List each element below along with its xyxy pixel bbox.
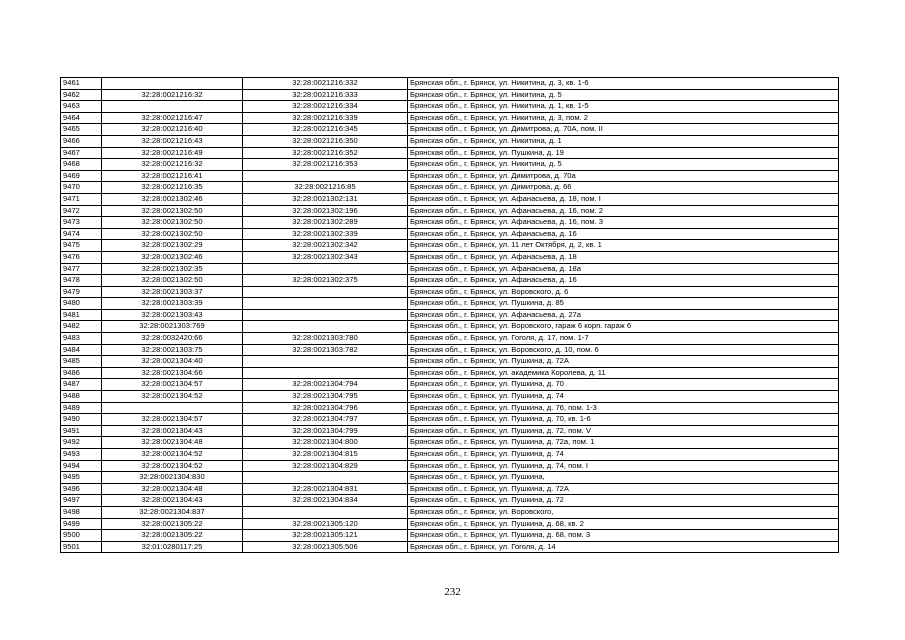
row-number-cell: 9487	[61, 379, 102, 391]
row-number-cell: 9462	[61, 89, 102, 101]
parent-cadastral-cell: 32:28:0021305:22	[102, 518, 243, 530]
cadastral-number-cell: 32:28:0021216:334	[243, 101, 408, 113]
table-row	[61, 379, 839, 391]
address-cell: Брянская обл., г. Брянск, ул. Пушкина, д. 70, кв. 1-6	[408, 414, 839, 426]
address-cell: Брянская обл., г. Брянск, ул. академика Королева, д. 11	[408, 367, 839, 379]
row-number-cell: 9484	[61, 344, 102, 356]
table-row	[61, 530, 839, 542]
table-row	[61, 240, 839, 252]
parent-cadastral-cell: 32:28:0021304:66	[102, 367, 243, 379]
address-cell: Брянская обл., г. Брянск, ул. Воровского, д. 10, пом. 6	[408, 344, 839, 356]
address-cell: Брянская обл., г. Брянск, ул. Пушкина, д. 74	[408, 449, 839, 461]
parent-cadastral-cell: 32:28:0021304:40	[102, 356, 243, 368]
table-row	[61, 483, 839, 495]
address-cell: Брянская обл., г. Брянск, ул. Пушкина,	[408, 472, 839, 484]
address-cell: Брянская обл., г. Брянск, ул. Воровского, д. 6	[408, 286, 839, 298]
row-number-cell: 9475	[61, 240, 102, 252]
parent-cadastral-cell: 32:28:0021216:32	[102, 89, 243, 101]
cadastral-number-cell: 32:28:0021304:797	[243, 414, 408, 426]
row-number-cell: 9463	[61, 101, 102, 113]
cadastral-number-cell: 32:28:0021303:782	[243, 344, 408, 356]
parent-cadastral-cell: 32:28:0021216:49	[102, 147, 243, 159]
row-number-cell: 9468	[61, 159, 102, 171]
table-row	[61, 135, 839, 147]
parent-cadastral-cell: 32:28:0021302:50	[102, 217, 243, 229]
table-row	[61, 101, 839, 113]
cadastral-number-cell: 32:28:0021302:342	[243, 240, 408, 252]
address-cell: Брянская обл., г. Брянск, ул. Никитина, д. 5	[408, 89, 839, 101]
address-cell: Брянская обл., г. Брянск, ул. Пушкина, д. 72	[408, 495, 839, 507]
row-number-cell: 9472	[61, 205, 102, 217]
cadastral-number-cell: 32:28:0021216:353	[243, 159, 408, 171]
cadastral-number-cell: 32:28:0021216:339	[243, 112, 408, 124]
cadastral-number-cell: 32:28:0021305:120	[243, 518, 408, 530]
row-number-cell: 9497	[61, 495, 102, 507]
cadastral-number-cell	[243, 309, 408, 321]
parent-cadastral-cell: 32:28:0021216:47	[102, 112, 243, 124]
address-cell: Брянская обл., г. Брянск, ул. Афанасьева, д. 27а	[408, 309, 839, 321]
parent-cadastral-cell: 32:28:0021216:41	[102, 170, 243, 182]
parent-cadastral-cell: 32:28:0021304:52	[102, 460, 243, 472]
table-row	[61, 472, 839, 484]
address-cell: Брянская обл., г. Брянск, ул. Воровского,	[408, 506, 839, 518]
parent-cadastral-cell: 32:28:0021304:57	[102, 379, 243, 391]
table-row	[61, 460, 839, 472]
table-row	[61, 263, 839, 275]
table-row	[61, 193, 839, 205]
row-number-cell: 9499	[61, 518, 102, 530]
row-number-cell: 9476	[61, 251, 102, 263]
row-number-cell: 9470	[61, 182, 102, 194]
row-number-cell: 9477	[61, 263, 102, 275]
cadastral-number-cell: 32:28:0021302:343	[243, 251, 408, 263]
address-cell: Брянская обл., г. Брянск, ул. Пушкина, д. 68, пом. 3	[408, 530, 839, 542]
cadastral-number-cell	[243, 321, 408, 333]
cadastral-number-cell: 32:28:0021304:795	[243, 391, 408, 403]
table-row	[61, 275, 839, 287]
row-number-cell: 9488	[61, 391, 102, 403]
address-cell: Брянская обл., г. Брянск, ул. 11 лет Октября, д. 2, кв. 1	[408, 240, 839, 252]
address-cell: Брянская обл., г. Брянск, ул. Пушкина, д. 72А	[408, 356, 839, 368]
parent-cadastral-cell	[102, 101, 243, 113]
cadastral-number-cell	[243, 356, 408, 368]
parent-cadastral-cell: 32:28:0021302:50	[102, 228, 243, 240]
parent-cadastral-cell: 32:28:0021304:837	[102, 506, 243, 518]
cadastral-number-cell	[243, 472, 408, 484]
parent-cadastral-cell: 32:28:0021305:22	[102, 530, 243, 542]
cadastral-number-cell: 32:28:0021216:350	[243, 135, 408, 147]
cadastral-number-cell: 32:28:0021305:121	[243, 530, 408, 542]
row-number-cell: 9466	[61, 135, 102, 147]
address-cell: Брянская обл., г. Брянск, ул. Никитина, д. 3, пом. 2	[408, 112, 839, 124]
table-row	[61, 217, 839, 229]
address-cell: Брянская обл., г. Брянск, ул. Афанасьева, д. 18а	[408, 263, 839, 275]
row-number-cell: 9467	[61, 147, 102, 159]
parent-cadastral-cell: 32:28:0021216:35	[102, 182, 243, 194]
address-cell: Брянская обл., г. Брянск, ул. Пушкина, д. 76, пом. 1-3	[408, 402, 839, 414]
parent-cadastral-cell: 32:28:0021304:52	[102, 449, 243, 461]
cadastral-number-cell	[243, 286, 408, 298]
address-cell: Брянская обл., г. Брянск, ул. Пушкина, д. 19	[408, 147, 839, 159]
address-cell: Брянская обл., г. Брянск, ул. Пушкина, д. 85	[408, 298, 839, 310]
cadastral-number-cell: 32:28:0021216:352	[243, 147, 408, 159]
address-cell: Брянская обл., г. Брянск, ул. Гоголя, д. 14	[408, 541, 839, 553]
parent-cadastral-cell: 32:28:0021304:830	[102, 472, 243, 484]
parent-cadastral-cell	[102, 402, 243, 414]
row-number-cell: 9489	[61, 402, 102, 414]
table-row	[61, 112, 839, 124]
cadastral-number-cell	[243, 506, 408, 518]
table-row	[61, 425, 839, 437]
table-row	[61, 506, 839, 518]
parent-cadastral-cell: 32:28:0021304:57	[102, 414, 243, 426]
parent-cadastral-cell: 32:28:0021304:43	[102, 495, 243, 507]
address-cell: Брянская обл., г. Брянск, ул. Гоголя, д. 17, пом. 1-7	[408, 333, 839, 345]
table-row	[61, 78, 839, 90]
cadastral-number-cell: 32:28:0021304:800	[243, 437, 408, 449]
address-cell: Брянская обл., г. Брянск, ул. Никитина, д. 5	[408, 159, 839, 171]
row-number-cell: 9469	[61, 170, 102, 182]
cadastral-number-cell: 32:28:0021216:345	[243, 124, 408, 136]
cadastral-number-cell: 32:28:0021216:85	[243, 182, 408, 194]
parent-cadastral-cell: 32:28:0021303:75	[102, 344, 243, 356]
row-number-cell: 9482	[61, 321, 102, 333]
table-row	[61, 205, 839, 217]
table-row	[61, 541, 839, 553]
parent-cadastral-cell: 32:28:0021303:769	[102, 321, 243, 333]
address-cell: Брянская обл., г. Брянск, ул. Пушкина, д. 72А	[408, 483, 839, 495]
parent-cadastral-cell: 32:28:0021304:52	[102, 391, 243, 403]
parent-cadastral-cell: 32:28:0032420:66	[102, 333, 243, 345]
cadastral-number-cell: 32:28:0021302:375	[243, 275, 408, 287]
parent-cadastral-cell: 32:28:0021303:43	[102, 309, 243, 321]
row-number-cell: 9492	[61, 437, 102, 449]
parent-cadastral-cell: 32:28:0021304:48	[102, 483, 243, 495]
registry-table-body	[61, 78, 839, 553]
table-row	[61, 356, 839, 368]
cadastral-number-cell: 32:28:0021302:289	[243, 217, 408, 229]
cadastral-number-cell: 32:28:0021216:333	[243, 89, 408, 101]
table-row	[61, 518, 839, 530]
parent-cadastral-cell: 32:28:0021302:46	[102, 193, 243, 205]
address-cell: Брянская обл., г. Брянск, ул. Никитина, д. 1	[408, 135, 839, 147]
address-cell: Брянская обл., г. Брянск, ул. Пушкина, д. 72, пом. V	[408, 425, 839, 437]
row-number-cell: 9479	[61, 286, 102, 298]
registry-table	[60, 77, 839, 553]
parent-cadastral-cell: 32:28:0021216:43	[102, 135, 243, 147]
table-row	[61, 251, 839, 263]
cadastral-number-cell: 32:28:0021304:794	[243, 379, 408, 391]
address-cell: Брянская обл., г. Брянск, ул. Никитина, д. 1, кв. 1-5	[408, 101, 839, 113]
cadastral-number-cell: 32:28:0021305:506	[243, 541, 408, 553]
parent-cadastral-cell: 32:28:0021303:39	[102, 298, 243, 310]
parent-cadastral-cell: 32:28:0021303:37	[102, 286, 243, 298]
parent-cadastral-cell	[102, 78, 243, 90]
cadastral-number-cell: 32:28:0021303:780	[243, 333, 408, 345]
row-number-cell: 9486	[61, 367, 102, 379]
address-cell: Брянская обл., г. Брянск, ул. Димитрова, д. 70а	[408, 170, 839, 182]
row-number-cell: 9481	[61, 309, 102, 321]
row-number-cell: 9500	[61, 530, 102, 542]
address-cell: Брянская обл., г. Брянск, ул. Воровского, гараж 6 корп. гараж 6	[408, 321, 839, 333]
row-number-cell: 9473	[61, 217, 102, 229]
cadastral-number-cell: 32:28:0021304:831	[243, 483, 408, 495]
table-row	[61, 402, 839, 414]
row-number-cell: 9471	[61, 193, 102, 205]
cadastral-number-cell: 32:28:0021302:196	[243, 205, 408, 217]
table-row	[61, 182, 839, 194]
cadastral-number-cell	[243, 298, 408, 310]
address-cell: Брянская обл., г. Брянск, ул. Пушкина, д. 74, пом. I	[408, 460, 839, 472]
address-cell: Брянская обл., г. Брянск, ул. Пушкина, д. 72а, пом. 1	[408, 437, 839, 449]
row-number-cell: 9478	[61, 275, 102, 287]
parent-cadastral-cell: 32:01:0280117:25	[102, 541, 243, 553]
address-cell: Брянская обл., г. Брянск, ул. Афанасьева, д. 16	[408, 228, 839, 240]
table-row	[61, 298, 839, 310]
page-number: 232	[444, 586, 461, 598]
parent-cadastral-cell: 32:28:0021216:32	[102, 159, 243, 171]
cadastral-number-cell: 32:28:0021304:796	[243, 402, 408, 414]
address-cell: Брянская обл., г. Брянск, ул. Димитрова, д. 70А, пом. II	[408, 124, 839, 136]
table-row	[61, 170, 839, 182]
parent-cadastral-cell: 32:28:0021302:50	[102, 205, 243, 217]
address-cell: Брянская обл., г. Брянск, ул. Никитина, д. 3, кв. 1-6	[408, 78, 839, 90]
row-number-cell: 9501	[61, 541, 102, 553]
cadastral-number-cell	[243, 263, 408, 275]
address-cell: Брянская обл., г. Брянск, ул. Афанасьева, д. 18	[408, 251, 839, 263]
row-number-cell: 9485	[61, 356, 102, 368]
row-number-cell: 9474	[61, 228, 102, 240]
cadastral-number-cell	[243, 367, 408, 379]
table-row	[61, 89, 839, 101]
address-cell: Брянская обл., г. Брянск, ул. Пушкина, д. 68, кв. 2	[408, 518, 839, 530]
table-row	[61, 449, 839, 461]
parent-cadastral-cell: 32:28:0021304:43	[102, 425, 243, 437]
address-cell: Брянская обл., г. Брянск, ул. Афанасьева, д. 16, пом. 2	[408, 205, 839, 217]
row-number-cell: 9495	[61, 472, 102, 484]
table-row	[61, 344, 839, 356]
address-cell: Брянская обл., г. Брянск, ул. Димитрова, д. 66	[408, 182, 839, 194]
row-number-cell: 9464	[61, 112, 102, 124]
table-row	[61, 159, 839, 171]
address-cell: Брянская обл., г. Брянск, ул. Пушкина, д. 70	[408, 379, 839, 391]
row-number-cell: 9491	[61, 425, 102, 437]
cadastral-number-cell: 32:28:0021302:339	[243, 228, 408, 240]
address-cell: Брянская обл., г. Брянск, ул. Пушкина, д. 74	[408, 391, 839, 403]
cadastral-number-cell: 32:28:0021304:815	[243, 449, 408, 461]
parent-cadastral-cell: 32:28:0021216:40	[102, 124, 243, 136]
cadastral-number-cell: 32:28:0021304:799	[243, 425, 408, 437]
table-row	[61, 391, 839, 403]
parent-cadastral-cell: 32:28:0021302:50	[102, 275, 243, 287]
table-row	[61, 124, 839, 136]
cadastral-number-cell	[243, 170, 408, 182]
table-row	[61, 321, 839, 333]
row-number-cell: 9496	[61, 483, 102, 495]
parent-cadastral-cell: 32:28:0021302:46	[102, 251, 243, 263]
table-row	[61, 147, 839, 159]
cadastral-number-cell: 32:28:0021302:131	[243, 193, 408, 205]
table-row	[61, 309, 839, 321]
address-cell: Брянская обл., г. Брянск, ул. Афанасьева, д. 18, пом. I	[408, 193, 839, 205]
address-cell: Брянская обл., г. Брянск, ул. Афанасьева, д. 16	[408, 275, 839, 287]
parent-cadastral-cell: 32:28:0021302:29	[102, 240, 243, 252]
table-row	[61, 228, 839, 240]
row-number-cell: 9490	[61, 414, 102, 426]
row-number-cell: 9494	[61, 460, 102, 472]
table-row	[61, 333, 839, 345]
cadastral-number-cell: 32:28:0021304:829	[243, 460, 408, 472]
row-number-cell: 9465	[61, 124, 102, 136]
row-number-cell: 9498	[61, 506, 102, 518]
table-row	[61, 414, 839, 426]
table-row	[61, 286, 839, 298]
parent-cadastral-cell: 32:28:0021304:48	[102, 437, 243, 449]
row-number-cell: 9480	[61, 298, 102, 310]
table-row	[61, 495, 839, 507]
cadastral-number-cell: 32:28:0021304:834	[243, 495, 408, 507]
table-row	[61, 437, 839, 449]
table-row	[61, 367, 839, 379]
row-number-cell: 9493	[61, 449, 102, 461]
row-number-cell: 9461	[61, 78, 102, 90]
cadastral-number-cell: 32:28:0021216:332	[243, 78, 408, 90]
address-cell: Брянская обл., г. Брянск, ул. Афанасьева, д. 16, пом. 3	[408, 217, 839, 229]
row-number-cell: 9483	[61, 333, 102, 345]
parent-cadastral-cell: 32:28:0021302:35	[102, 263, 243, 275]
